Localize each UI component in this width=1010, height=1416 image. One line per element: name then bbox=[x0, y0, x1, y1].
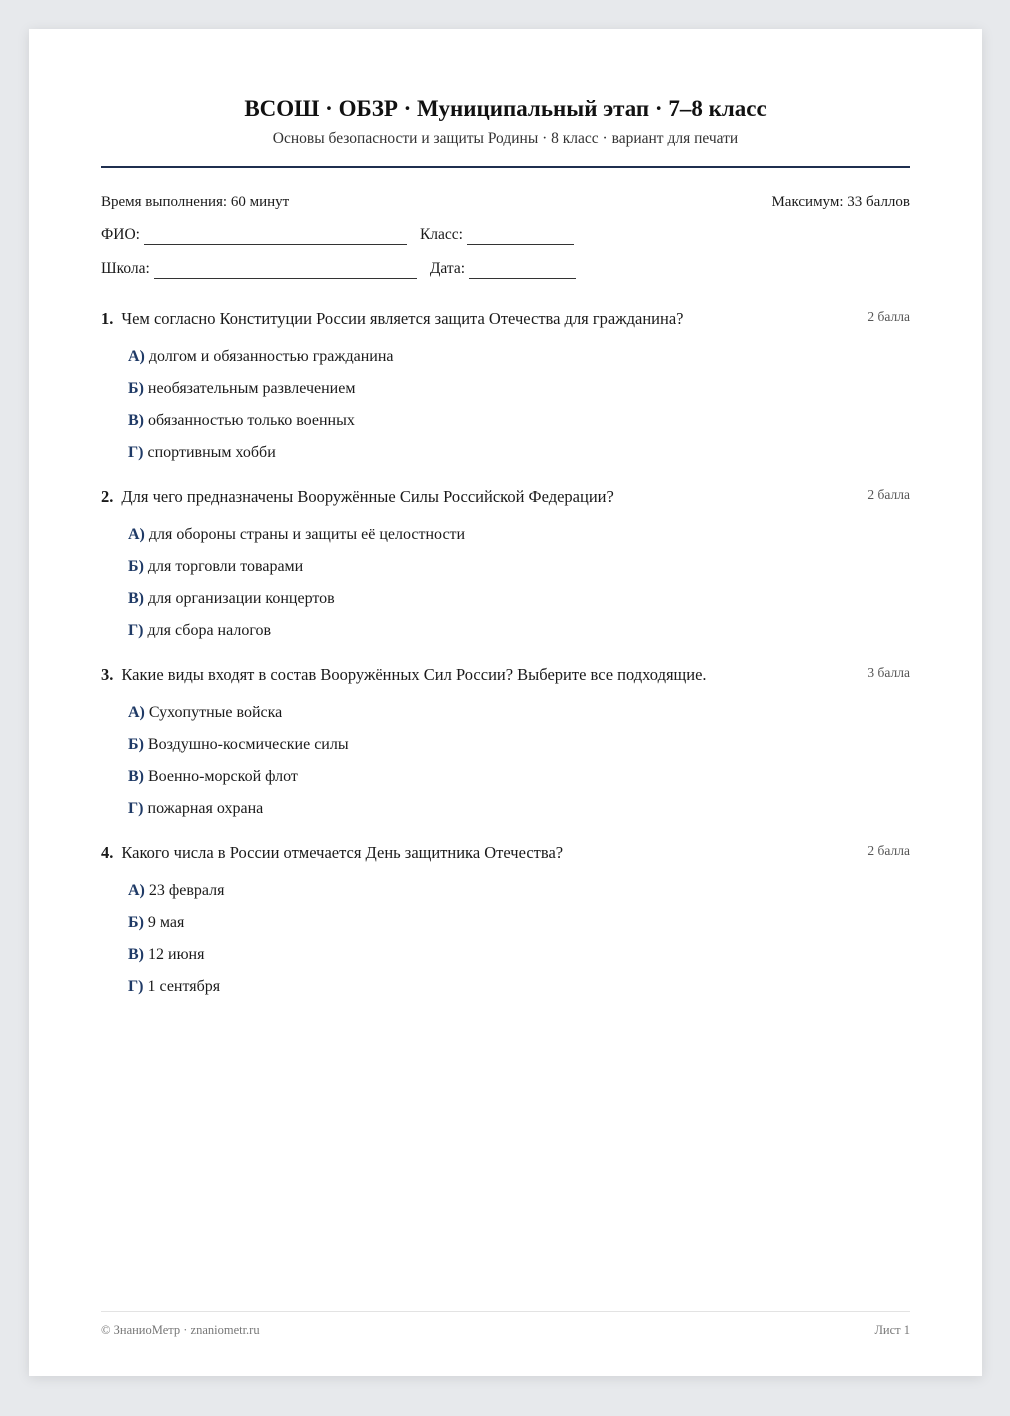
page-number: Лист 1 bbox=[874, 1323, 910, 1337]
page-title: ВСОШ · ОБЗР · Муниципальный этап · 7–8 класс bbox=[244, 96, 767, 121]
question-2 bbox=[101, 486, 910, 641]
max-score: Максимум: 33 баллов bbox=[771, 194, 910, 210]
question-prompt: Какого числа в России отмечается День защитника Отечества? bbox=[121, 843, 564, 862]
option-text: долгом и обязанностью гражданина bbox=[148, 348, 394, 365]
option-text: Воздушно-космические силы bbox=[147, 736, 349, 753]
option-letter: В) bbox=[128, 590, 144, 607]
answer-option[interactable] bbox=[128, 734, 910, 755]
question-number: 4. bbox=[101, 843, 114, 862]
fio-class-row bbox=[101, 225, 910, 245]
sheet-content bbox=[101, 29, 910, 1020]
header-divider bbox=[101, 166, 910, 168]
question-number: 2. bbox=[101, 487, 114, 506]
option-text: 23 февраля bbox=[148, 882, 225, 899]
option-text: для торговли товарами bbox=[147, 558, 304, 575]
sheet-footer bbox=[101, 1311, 910, 1338]
option-letter: А) bbox=[128, 882, 145, 899]
option-letter: В) bbox=[128, 412, 144, 429]
answer-option[interactable] bbox=[128, 378, 910, 399]
option-text: для обороны страны и защиты её целостности bbox=[148, 526, 466, 543]
option-text: обязанностью только военных bbox=[148, 412, 355, 429]
question-prompt: Для чего предназначены Вооружённые Силы Российской Федерации? bbox=[121, 487, 614, 506]
option-letter: А) bbox=[128, 348, 145, 365]
sheet-header bbox=[101, 29, 910, 149]
printable-sheet bbox=[29, 29, 982, 1376]
option-letter: Б) bbox=[128, 736, 144, 753]
page-subtitle: Основы безопасности и защиты Родины · 8 класс · вариант для печати bbox=[272, 130, 739, 147]
time-limit: Время выполнения: 60 минут bbox=[101, 194, 290, 210]
option-text: 1 сентября bbox=[147, 978, 221, 995]
answer-option[interactable] bbox=[128, 524, 910, 545]
answer-options bbox=[128, 524, 910, 641]
option-letter: А) bbox=[128, 704, 145, 721]
option-letter: Г) bbox=[128, 978, 144, 995]
date-label: Дата: bbox=[429, 260, 466, 277]
answer-option[interactable] bbox=[128, 410, 910, 431]
option-letter: В) bbox=[128, 768, 144, 785]
school-date-row bbox=[101, 259, 910, 279]
exam-meta bbox=[101, 192, 910, 212]
option-letter: Г) bbox=[128, 622, 144, 639]
fio-label: ФИО: bbox=[101, 226, 140, 243]
answer-options bbox=[128, 880, 910, 997]
answer-options bbox=[128, 346, 910, 463]
date-field[interactable] bbox=[469, 261, 576, 279]
option-text: 12 июня bbox=[148, 946, 205, 963]
question-1 bbox=[101, 308, 910, 463]
class-field[interactable] bbox=[467, 227, 574, 245]
answer-option[interactable] bbox=[128, 912, 910, 933]
option-letter: В) bbox=[128, 946, 144, 963]
answer-option[interactable] bbox=[128, 976, 910, 997]
question-number: 1. bbox=[101, 309, 114, 328]
option-text: спортивным хобби bbox=[147, 444, 276, 461]
option-text: для организации концертов bbox=[148, 590, 335, 607]
school-label: Школа: bbox=[101, 260, 150, 277]
option-text: Военно-морской флот bbox=[148, 768, 298, 785]
option-letter: Г) bbox=[128, 800, 144, 817]
answer-option[interactable] bbox=[128, 880, 910, 901]
option-text: необязательным развлечением bbox=[147, 380, 356, 397]
question-3 bbox=[101, 664, 910, 819]
class-label: Класс: bbox=[419, 226, 463, 243]
answer-option[interactable] bbox=[128, 798, 910, 819]
option-letter: А) bbox=[128, 526, 145, 543]
question-number: 3. bbox=[101, 665, 114, 684]
option-letter: Б) bbox=[128, 558, 144, 575]
answer-options bbox=[128, 702, 910, 819]
option-letter: Б) bbox=[128, 914, 144, 931]
question-prompt: Чем согласно Конституции России является защита Отечества для гражданина? bbox=[121, 309, 684, 328]
question-4 bbox=[101, 842, 910, 997]
question-text bbox=[101, 308, 684, 330]
answer-option[interactable] bbox=[128, 346, 910, 367]
answer-option[interactable] bbox=[128, 556, 910, 577]
answer-option[interactable] bbox=[128, 442, 910, 463]
answer-option[interactable] bbox=[128, 944, 910, 965]
option-letter: Г) bbox=[128, 444, 144, 461]
question-text bbox=[101, 486, 614, 508]
footer-copyright: © ЗнаниоМетр · znaniometr.ru bbox=[101, 1323, 260, 1337]
question-prompt: Какие виды входят в состав Вооружённых Сил России? Выберите все подходящие. bbox=[121, 665, 707, 684]
question-points: 3 балла bbox=[867, 665, 910, 680]
option-text: пожарная охрана bbox=[147, 800, 264, 817]
question-points: 2 балла bbox=[867, 487, 910, 502]
question-points: 2 балла bbox=[867, 843, 910, 858]
option-text: Сухопутные войска bbox=[148, 704, 283, 721]
option-text: для сбора налогов bbox=[147, 622, 272, 639]
school-field[interactable] bbox=[154, 261, 417, 279]
question-text bbox=[101, 664, 707, 686]
answer-option[interactable] bbox=[128, 588, 910, 609]
answer-option[interactable] bbox=[128, 766, 910, 787]
question-text bbox=[101, 842, 563, 864]
answer-option[interactable] bbox=[128, 620, 910, 641]
question-points: 2 балла bbox=[867, 309, 910, 324]
option-text: 9 мая bbox=[147, 914, 185, 931]
question-list bbox=[101, 308, 910, 997]
option-letter: Б) bbox=[128, 380, 144, 397]
fio-field[interactable] bbox=[144, 227, 407, 245]
answer-option[interactable] bbox=[128, 702, 910, 723]
